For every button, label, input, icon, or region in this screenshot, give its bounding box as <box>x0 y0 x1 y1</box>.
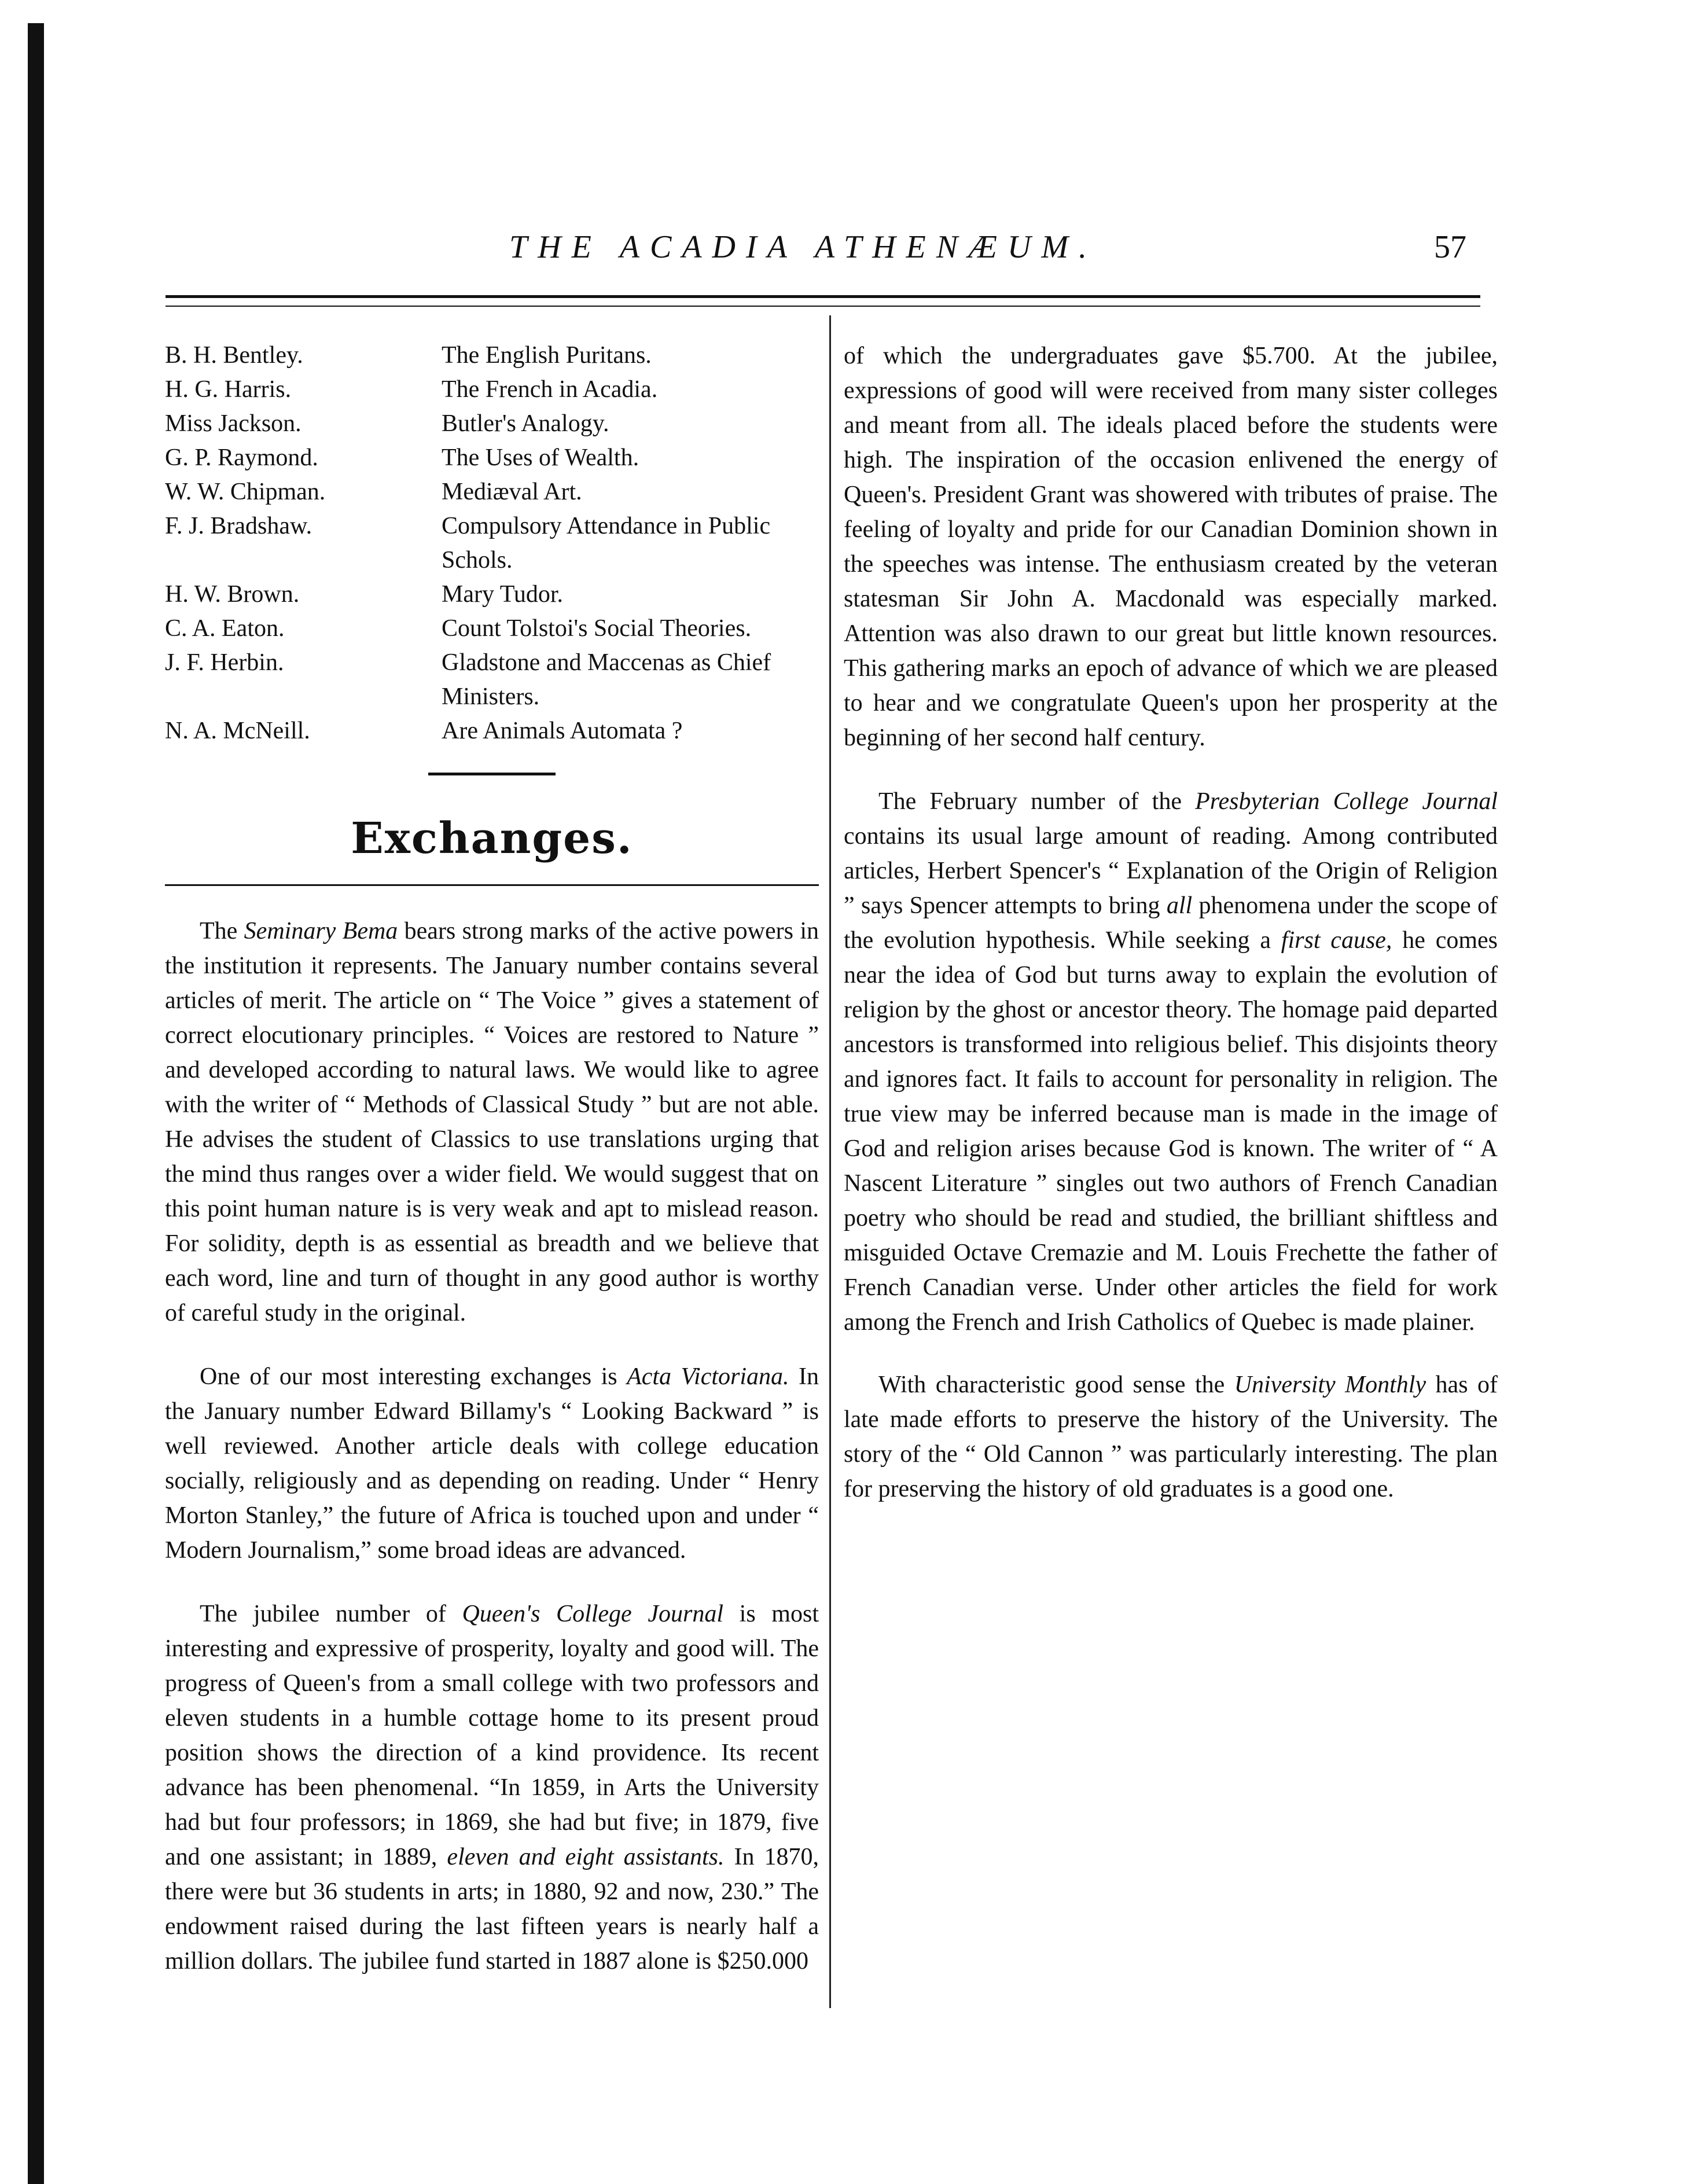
text-run: With characteristic good sense the <box>878 1372 1234 1398</box>
essay-author: J. F. Herbin. <box>165 649 284 676</box>
essay-title: Count Tolstoi's Social Theories. <box>442 615 752 642</box>
paragraph-acta-victoriana <box>165 1359 819 1568</box>
essay-title: The English Puritans. <box>442 342 652 369</box>
essay-author: B. H. Bentley. <box>165 342 303 369</box>
essay-row <box>165 646 819 714</box>
text-run: contains its usual large amount of reading. Among contributed articles, Herbert Spencer's “ Explanation of the Origin of Religion ” says Spencer attempts to bring <box>844 823 1498 919</box>
essay-author: G. P. Raymond. <box>165 444 318 471</box>
essay-author: H. G. Harris. <box>165 376 292 403</box>
text-run: In the January number Edward Billamy's “ Looking Backward ” is well reviewed. Another article deals with college education socially, religiously and as depending on reading. Under “ Henry Morton Stanley,” the future of Africa is touched upon and under “ Modern Journalism,” some broad ideas are advanced. <box>165 1363 819 1564</box>
paragraph-seminary-bema <box>165 914 819 1330</box>
essay-author: N. A. McNeill. <box>165 718 310 744</box>
paragraph-university-monthly <box>844 1367 1498 1506</box>
journal-title: Seminary Bema <box>244 918 398 944</box>
running-title: THE ACADIA ATHENÆUM. <box>509 229 1097 265</box>
essay-title: Mary Tudor. <box>442 581 564 608</box>
text-run: he comes near the idea of God but turns away to explain the evolution of religion by the ghost or ancestor theory. The homage paid departed ancestors is transformed into religious belief. This disjoints theory and ignores fact. It fails to account for personality in religion. The true view may be inferred because man is made in the image of God and religion arises because God is known. The writer of “ A Nascent Literature ” singles out two authors of French Canadian poetry who should be read and studied, the brilliant shiftless and misguided Octave Cremazie and M. Louis Frechette the father of French Canadian verse. Under other articles the field for work among the French and Irish Catholics of Quebec is made plainer. <box>844 927 1498 1336</box>
left-column <box>165 339 819 2007</box>
essay-row <box>165 339 819 373</box>
essay-row <box>165 407 819 441</box>
essay-title: Are Animals Automata ? <box>442 718 683 744</box>
exchanges-heading: Exchanges. <box>351 814 633 863</box>
header-rule-thin <box>166 306 1480 307</box>
emphasis: first cause, <box>1281 927 1392 954</box>
essay-title: Mediæval Art. <box>442 479 582 505</box>
journal-title: University Monthly <box>1234 1372 1426 1398</box>
heading-rule <box>165 884 819 886</box>
essay-title: The French in Acadia. <box>442 376 658 403</box>
text-run: bears strong marks of the active powers in the institution it represents. The January number contains several articles of merit. The article on “ The Voice ” gives a statement of correct elocutionary principles. “ Voices are restored to Nature ” and developed according to natural laws. We would like to agree with the writer of “ Methods of Classical Study ” but are not able. He advises the student of Classics to use translations urging that the mind thus ranges over a wider field. We would suggest that on this point human nature is is very weak and apt to mislead reason. For solidity, depth is as essential as breadth and we believe that each word, line and turn of thought in any good author is worthy of careful study in the original. <box>165 918 819 1326</box>
essay-row <box>165 475 819 509</box>
essay-list <box>165 339 819 748</box>
essay-row <box>165 714 819 748</box>
column-divider <box>829 315 831 2008</box>
essay-row <box>165 441 819 475</box>
essay-title: Butler's Analogy. <box>442 410 609 437</box>
essay-row <box>165 578 819 612</box>
emphasis: all <box>1166 892 1193 919</box>
paragraph-queens-journal-part <box>165 1597 819 1979</box>
text-run: has of late made efforts to preserve the history of the University. The story of the “ Old Cannon ” was particularly interesting. The plan for preserving the history of old graduates is a good one. <box>844 1372 1498 1502</box>
text-run: In 1870, there were but 36 students in arts; in 1880, 92 and now, 230.” The endowment raised during the last fifteen years is nearly half a million dollars. The jubilee fund started in 1887 alone is $250.000 <box>165 1844 819 1975</box>
header-rule-thick <box>166 295 1480 298</box>
scan-edge <box>28 23 44 2184</box>
essay-author: F. J. Bradshaw. <box>165 513 312 539</box>
text-run: The jubilee number of <box>200 1601 462 1627</box>
text-run: The February number of the <box>878 788 1196 815</box>
text-run: One of our most interesting exchanges is <box>200 1363 627 1390</box>
right-column <box>844 339 1498 1535</box>
essay-author: W. W. Chipman. <box>165 479 326 505</box>
text-run: is most interesting and expressive of prosperity, loyalty and good will. The progress of Queen's from a small college with two professors and eleven students in a humble cottage home to its present proud position shows the direction of a kind providence. Its recent advance has been phenomenal. “In 1859, in Arts the University had but four professors; in 1869, she had but five; in 1879, five and one assistant; in 1889, <box>165 1601 819 1870</box>
page-number: 57 <box>1434 229 1466 265</box>
essay-title: Compulsory Attendance in Public Schols. <box>442 513 771 573</box>
essay-row <box>165 509 819 578</box>
essay-title: The Uses of Wealth. <box>442 444 639 471</box>
text-run: phenomena under the scope of the evolution hypothesis. While seeking a <box>844 892 1498 954</box>
journal-title: Presbyterian College Journal <box>1195 788 1498 815</box>
text-run: The <box>200 918 244 944</box>
paragraph-presbyterian-journal <box>844 784 1498 1340</box>
essay-author: H. W. Brown. <box>165 581 300 608</box>
essay-title: Gladstone and Maccenas as Chief Ministers. <box>442 649 771 710</box>
journal-title: Queen's College Journal <box>462 1601 723 1627</box>
section-divider <box>428 773 556 775</box>
essay-author: Miss Jackson. <box>165 410 302 437</box>
essay-row <box>165 612 819 646</box>
emphasis: eleven and eight assistants. <box>447 1844 725 1870</box>
journal-title: Acta Victoriana. <box>627 1363 789 1390</box>
essay-row <box>165 373 819 407</box>
paragraph-queens-journal-continued: of which the undergraduates gave $5.700. At the jubilee, expressions of good will were received from many sister colleges and meant from all. The ideals placed before the students were high. The inspiration of the occasion enlivened the energy of Queen's. President Grant was showered with tributes of praise. The feeling of loyalty and pride for our Canadian Dominion shown in the speeches was intense. The enthusiasm created by the veteran statesman Sir John A. Macdonald was especially marked. Attention was also drawn to our great but little known resources. This gathering marks an epoch of advance of which we are pleased to hear and we congratulate Queen's upon her prosperity at the beginning of her second half century. <box>844 343 1498 751</box>
essay-author: C. A. Eaton. <box>165 615 285 642</box>
